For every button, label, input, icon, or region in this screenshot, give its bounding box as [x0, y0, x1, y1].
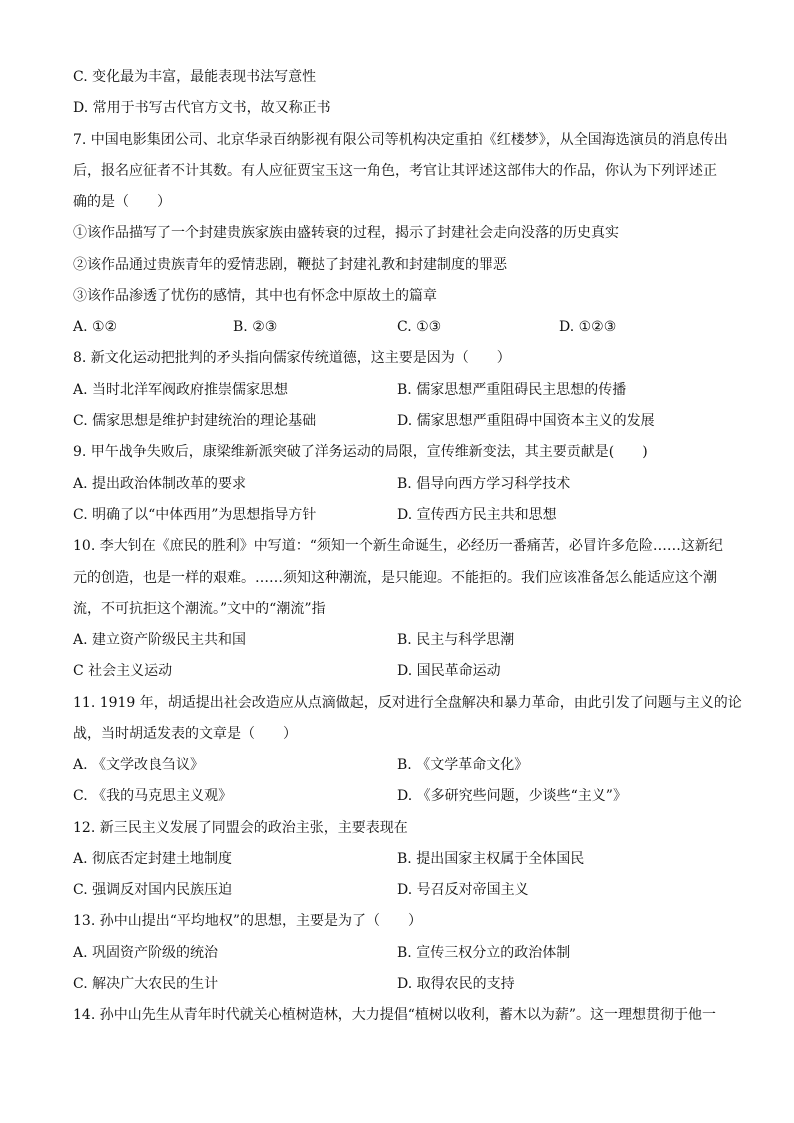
q8-option-c: C. 儒家思想是维护封建统治的理论基础: [73, 413, 317, 429]
q6-option-c: C. 变化最为丰富，最能表现书法写意性: [73, 69, 317, 85]
q10-stem-line-3: 流，不可抗拒这个潮流。”文中的“潮流”指: [73, 601, 326, 617]
q13-option-b: B. 宣传三权分立的政治体制: [397, 945, 571, 961]
q7-statement-3: ③该作品渗透了忧伤的感情，其中也有怀念中原故土的篇章: [73, 288, 437, 304]
q10-option-d: D. 国民革命运动: [397, 663, 501, 679]
q7-option-a: A. ①②: [73, 319, 118, 335]
q7-stem-line-2: 后，报名应征者不计其数。有人应征贾宝玉这一角色，考官让其评述这部伟大的作品，你认为下列评述正: [73, 163, 717, 179]
q9-options-row-1: [73, 474, 754, 494]
q9-options-row-2: [73, 505, 754, 525]
q11-options-row-2: [73, 786, 754, 806]
q8-stem: 8. 新文化运动把批判的矛头指向儒家传统道德，这主要是因为（ ）: [73, 350, 511, 366]
q13-option-c: C. 解决广大农民的生计: [73, 976, 219, 992]
q7-option-d: D. ①②③: [559, 319, 617, 335]
q11-stem-line-1: 11. 1919 年，胡适提出社会改造应从点滴做起，反对进行全盘解决和暴力革命，由此引发了问题与主义的论: [73, 695, 742, 711]
q8-option-a: A. 当时北洋军阀政府推崇儒家思想: [73, 382, 289, 398]
q11-options-row-1: [73, 755, 754, 775]
q7-statement-2: ②该作品通过贵族青年的爱情悲剧，鞭挞了封建礼教和封建制度的罪恶: [73, 257, 507, 273]
q11-option-b: B. 《文学革命文化》: [397, 757, 529, 773]
q7-statement-1: ①该作品描写了一个封建贵族家族由盛转衰的过程，揭示了封建社会走向没落的历史真实: [73, 225, 619, 241]
q9-option-b: B. 倡导向西方学习科学技术: [397, 476, 571, 492]
q9-option-a: A. 提出政治体制改革的要求: [73, 476, 247, 492]
q10-options-row-2: [73, 661, 754, 681]
q13-options-row-1: [73, 943, 754, 963]
q12-options-row-1: [73, 849, 754, 869]
q12-stem: 12. 新三民主义发展了同盟会的政治主张，主要表现在: [73, 820, 408, 836]
q12-options-row-2: [73, 880, 754, 900]
q7-stem-line-1: 7. 中国电影集团公司、北京华录百纳影视有限公司等机构决定重拍《红楼梦》，从全国海选演员的消息传出: [73, 132, 728, 148]
q13-stem: 13. 孙中山提出“平均地权”的思想，主要是为了（ ）: [73, 913, 423, 929]
q12-option-b: B. 提出国家主权属于全体国民: [397, 851, 585, 867]
q14-stem-line-1: 14. 孙中山先生从青年时代就关心植树造林，大力提倡“植树以收利，蓄木以为薪”。这一理想贯彻于他一: [73, 1007, 717, 1023]
q7-options: [73, 317, 754, 337]
q10-option-c: C 社会主义运动: [73, 663, 173, 679]
q7-stem-line-3: 确的是（ ）: [73, 194, 171, 210]
q6-option-d: D. 常用于书写古代官方文书，故又称正书: [73, 100, 331, 116]
q8-option-b: B. 儒家思想严重阻碍民主思想的传播: [397, 382, 627, 398]
q10-stem-line-1: 10. 李大钊在《庶民的胜利》中写道：“须知一个新生命诞生，必经历一番痛苦，必冒许多危险……这新纪: [73, 538, 723, 554]
q10-stem-line-2: 元的创造，也是一样的艰难。……须知这种潮流，是只能迎。不能拒的。我们应该准备怎么能适应这个潮: [73, 570, 717, 586]
q9-option-d: D. 宣传西方民主共和思想: [397, 507, 557, 523]
q12-option-d: D. 号召反对帝国主义: [397, 882, 529, 898]
q11-stem-line-2: 战，当时胡适发表的文章是（ ）: [73, 726, 297, 742]
q8-options-row-1: [73, 380, 754, 400]
q13-option-d: D. 取得农民的支持: [397, 976, 515, 992]
q12-option-c: C. 强调反对国内民族压迫: [73, 882, 233, 898]
q9-option-c: C. 明确了以“中体西用”为思想指导方针: [73, 507, 317, 523]
q11-option-d: D. 《多研究些问题，少谈些“主义”》: [397, 788, 627, 804]
q10-options-row-1: [73, 630, 754, 650]
q9-stem: 9. 甲午战争失败后，康梁维新派突破了洋务运动的局限，宣传维新变法，其主要贡献是( ): [73, 444, 648, 460]
q10-option-a: A. 建立资产阶级民主共和国: [73, 632, 247, 648]
q11-option-a: A. 《文学改良刍议》: [73, 757, 205, 773]
q8-options-row-2: [73, 411, 754, 431]
q10-option-b: B. 民主与科学思潮: [397, 632, 515, 648]
q7-option-c: C. ①③: [397, 319, 442, 335]
q8-option-d: D. 儒家思想严重阻碍中国资本主义的发展: [397, 413, 655, 429]
q11-option-c: C. 《我的马克思主义观》: [73, 788, 233, 804]
q13-option-a: A. 巩固资产阶级的统治: [73, 945, 219, 961]
q13-options-row-2: [73, 974, 754, 994]
q12-option-a: A. 彻底否定封建土地制度: [73, 851, 233, 867]
q7-option-b: B. ②③: [233, 319, 278, 335]
